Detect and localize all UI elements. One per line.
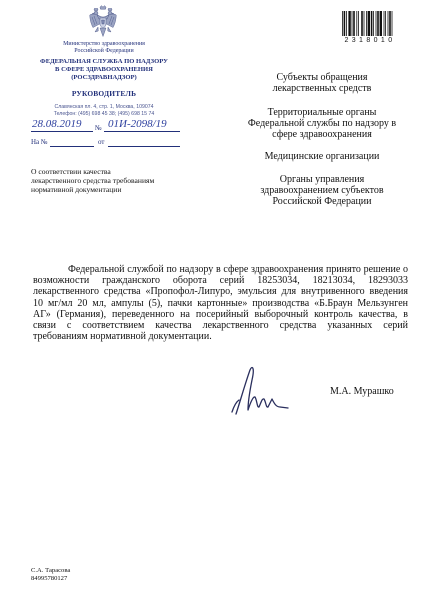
subject-line: лекарственного средства требованиям [31, 176, 155, 185]
letter-date: 28.08.2019 [32, 118, 82, 130]
barcode-bar [376, 11, 377, 36]
barcode-bar [368, 11, 370, 36]
recipient-line: Субъекты обращения [276, 72, 368, 83]
subject-line: О соответствии качества [31, 167, 111, 176]
reference-label: На № [31, 138, 48, 146]
barcode-bar [384, 11, 385, 36]
barcode-bar [348, 11, 350, 36]
recipient-line: здравоохранением субъектов [260, 185, 384, 196]
barcode-bar [352, 11, 353, 36]
recipient-group [232, 174, 412, 207]
barcode-bar [377, 11, 379, 36]
body-line: связи с соответствием качества лекарственного средства указанных серий [33, 319, 408, 331]
barcode-bar [380, 11, 382, 36]
recipient-line: лекарственных средств [272, 83, 372, 94]
barcode-bar [366, 11, 367, 36]
reference-underline [50, 146, 94, 147]
reference-date-underline [108, 146, 180, 147]
barcode-bar [353, 11, 355, 36]
barcode-bar [364, 11, 365, 36]
barcode-bar [361, 11, 363, 36]
recipients-block [232, 72, 412, 207]
body-line: лекарственного средства «Пропофол-Липуро, эмульсия для внутривенного введения [33, 286, 408, 298]
body-line: 10 мг/мл 20 мл, ампулы (5), пачки картонные» производства «Б.Браун Мельзунген [33, 297, 408, 309]
recipient-line: Территориальные органы [267, 107, 377, 118]
agency-name-line2: В СФЕРЕ ЗДРАВООХРАНЕНИЯ [55, 66, 153, 73]
letter-subject [31, 167, 154, 194]
recipient-group [232, 151, 412, 162]
recipient-line: Органы управления [279, 174, 365, 185]
number-underline [104, 131, 180, 132]
barcode-bar [389, 11, 391, 36]
barcode-bar [346, 11, 347, 36]
executor-block [31, 567, 70, 583]
barcode-bar [344, 11, 346, 36]
body-line: Федеральной службой по надзору в сфере здравоохранения принято решение о [68, 264, 408, 275]
letterhead [16, 41, 192, 118]
barcode-bar [388, 11, 389, 36]
barcode-bar [358, 11, 359, 36]
barcode-bar [373, 11, 374, 36]
reference-from-label: от [98, 138, 105, 146]
ministry-name-line2: Российской Федерации [74, 48, 134, 54]
executor-phone: 84995780127 [31, 575, 68, 582]
date-underline [31, 131, 93, 132]
barcode-bar [392, 11, 393, 36]
letter-body [33, 264, 408, 342]
russian-coat-of-arms-icon [89, 5, 117, 39]
barcode-bar [371, 11, 373, 36]
agency-address: Славянская пл. 4, стр. 1, Москва, 109074 [54, 104, 154, 110]
recipient-line: Федеральной службы по надзору в [247, 118, 397, 129]
body-line: АГ» (Германия), переведенного на посерийный выборочный контроль качества, в [33, 308, 408, 320]
agency-phone: Телефон: (495) 698 45 38; (495) 698 15 74 [53, 111, 155, 117]
number-label: № [95, 124, 102, 132]
barcode [342, 11, 398, 36]
handwritten-signature [228, 362, 290, 418]
letter-number: 01И-2098/19 [108, 118, 167, 130]
recipient-line: сфере здравоохранения [272, 129, 372, 140]
recipient-line: Медицинские организации [264, 151, 380, 162]
position-title: РУКОВОДИТЕЛЬ [71, 89, 137, 98]
body-line: возможности гражданского оборота серий 18253034, 18213034, 18293033 [33, 275, 408, 287]
recipient-group [232, 72, 412, 94]
subject-line: нормативной документации [31, 185, 122, 194]
barcode-number: 2318010 [344, 37, 396, 44]
signatory-name: М.А. Мурашко [330, 386, 394, 397]
ministry-name-line1: Министерство здравоохранения [63, 41, 145, 47]
executor-name: С.А. Тарасова [31, 567, 71, 574]
barcode-bar [356, 11, 357, 36]
barcode-bar [342, 11, 343, 36]
recipient-group [232, 107, 412, 140]
agency-name-line3: (РОСЗДРАВНАДЗОР) [71, 74, 137, 81]
recipient-line: Российской Федерации [272, 196, 372, 207]
body-line: требованиям нормативной документации. [33, 331, 212, 343]
barcode-bar [385, 11, 386, 36]
agency-name-line1: ФЕДЕРАЛЬНАЯ СЛУЖБА ПО НАДЗОРУ [40, 58, 168, 65]
